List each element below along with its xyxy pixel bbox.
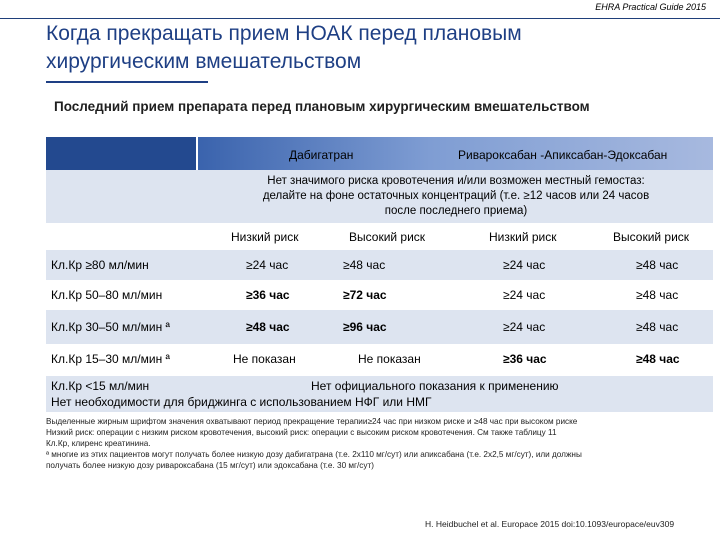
footnote-line: получать более низкую дозу ривароксабана (15 мг/сут) или эдоксабана (т.е. 30 мг/сут) bbox=[46, 461, 374, 470]
cell-value: ≥36 час bbox=[246, 288, 290, 302]
bleeding-note-row bbox=[46, 170, 713, 223]
footer-value: Нет официального показания к применению bbox=[311, 379, 559, 393]
table-row bbox=[46, 250, 713, 280]
page-title bbox=[46, 20, 686, 76]
cell-value: ≥48 час bbox=[246, 320, 290, 334]
title-line-2: хирургическим вмешательством bbox=[46, 50, 362, 73]
table-subtitle: Последний прием препарата перед плановым хирургическим вмешательством bbox=[54, 99, 590, 114]
footer-bridging-note: Нет необходимости для бриджинга с использованием НФГ или НМГ bbox=[51, 395, 432, 409]
note-line-2: делайте на фоне остаточных концентраций (т.е. ≥12 часов или 24 часов bbox=[262, 190, 650, 202]
footnote-line: Кл.Кр, клиренс креатинина. bbox=[46, 439, 151, 448]
table-row bbox=[46, 280, 713, 310]
note-line-1: Нет значимого риска кровотечения и/или возможен местный гемостаз: bbox=[267, 175, 645, 187]
cell-value: ≥48 час bbox=[343, 258, 386, 272]
top-bar bbox=[0, 0, 720, 19]
title-line-1: Когда прекращать прием НОАК перед плановым bbox=[46, 22, 522, 45]
cell-value: ≥48 час bbox=[636, 320, 679, 334]
guide-label: EHRA Practical Guide 2015 bbox=[595, 2, 706, 12]
footnote-line: ª многие из этих пациентов могут получать более низкую дозу дабигатрана (т.е. 2x110 мг/сут) или апиксабана (т.е. 2x2,5 мг/сут), или должны bbox=[46, 450, 582, 459]
cell-value: ≥48 час bbox=[636, 352, 680, 366]
cell-value: Не показан bbox=[358, 352, 421, 366]
title-underline bbox=[46, 81, 208, 83]
risk-header-row bbox=[46, 223, 713, 250]
footnote-line: Низкий риск: операции с низким риском кровотечения, высокий риск: операции с высоким риском кровотечения. См также таблицу 11 bbox=[46, 428, 557, 437]
drug-header-xa-inhibitors: Ривароксабан -Апиксабан-Эдоксабан bbox=[458, 148, 668, 162]
row-label: Кл.Кр 30–50 мл/мин ª bbox=[51, 320, 170, 334]
cell-value: ≥36 час bbox=[503, 352, 547, 366]
footnotes bbox=[46, 416, 714, 471]
risk-header-high-xa: Высокий риск bbox=[613, 230, 690, 244]
row-label: Кл.Кр 50–80 мл/мин bbox=[51, 288, 163, 302]
cell-value: ≥24 час bbox=[503, 288, 546, 302]
drug-header-row bbox=[46, 137, 713, 170]
cell-value: ≥48 час bbox=[636, 258, 679, 272]
note-line-3: после последнего приема) bbox=[384, 205, 528, 217]
cell-value: ≥72 час bbox=[343, 288, 387, 302]
row-label: Кл.Кр ≥80 мл/мин bbox=[51, 258, 149, 272]
table-row bbox=[46, 344, 713, 376]
cell-value: Не показан bbox=[233, 352, 296, 366]
bleeding-note bbox=[206, 174, 706, 219]
cell-value: ≥24 час bbox=[503, 320, 546, 334]
cell-value: ≥24 час bbox=[246, 258, 289, 272]
header-corner-cell bbox=[46, 137, 196, 170]
cell-value: ≥96 час bbox=[343, 320, 387, 334]
cell-value: ≥24 час bbox=[503, 258, 546, 272]
table-footer-row bbox=[46, 376, 713, 412]
risk-header-low-xa: Низкий риск bbox=[489, 230, 557, 244]
drug-header-dabigatran: Дабигатран bbox=[289, 148, 354, 162]
risk-header-high-dabigatran: Высокий риск bbox=[349, 230, 426, 244]
cell-value: ≥48 час bbox=[636, 288, 679, 302]
footer-label: Кл.Кр <15 мл/мин bbox=[51, 379, 150, 393]
citation: H. Heidbuchel et al. Europace 2015 doi:10.1093/europace/euv309 bbox=[425, 519, 675, 529]
row-label: Кл.Кр 15–30 мл/мин ª bbox=[51, 352, 170, 366]
risk-header-low-dabigatran: Низкий риск bbox=[231, 230, 299, 244]
duration-table bbox=[46, 137, 713, 376]
table-row bbox=[46, 310, 713, 344]
footnote-line: Выделенные жирным шрифтом значения охватывают период прекращение терапии≥24 час при низком риске и ≥48 час при высоком риске bbox=[46, 417, 578, 426]
